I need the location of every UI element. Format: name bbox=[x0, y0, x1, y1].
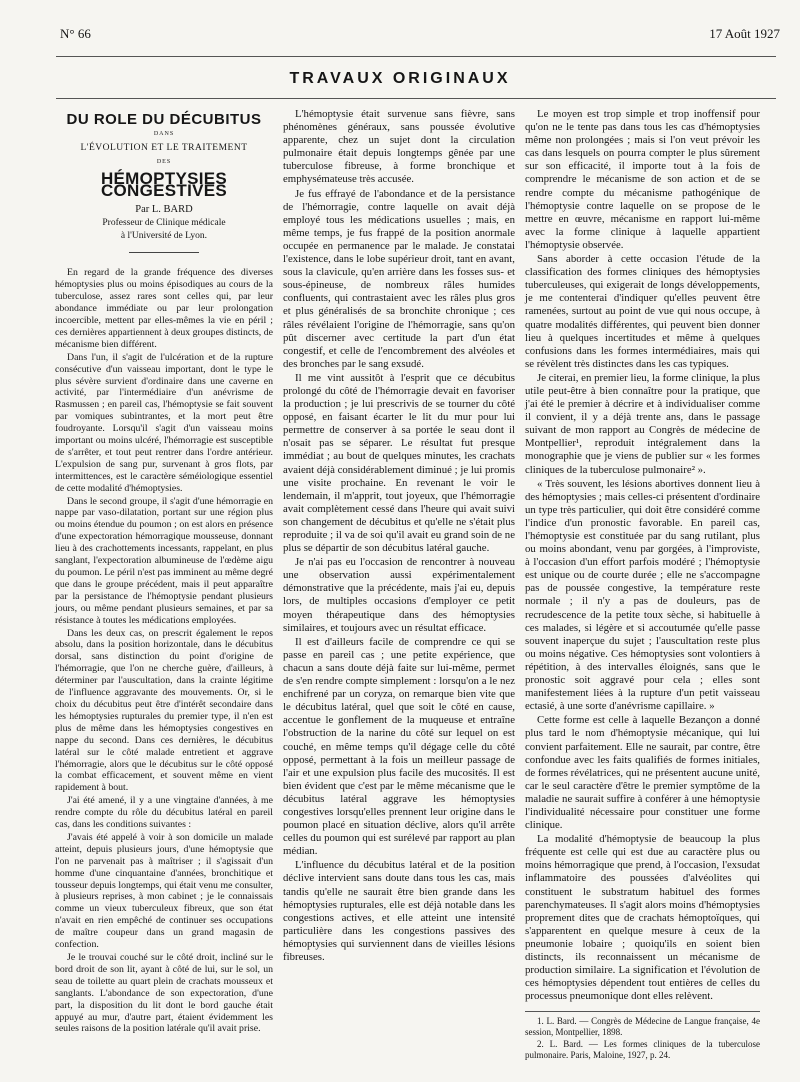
article-heading bbox=[55, 111, 273, 253]
paragraph: La modalité d'hémoptysie de beaucoup la plus fréquente est celle qui est due au caractère plus ou moins hémorragique que prend, à l'occasion, l'exsudat inflammatoire des poussées d'alvéolites qui constituent le substratum habituel des formes parenchymateuses. Il s'agit alors moins d'hémoptysies proprement dites que de crachats hémoptoïques, qui s'apparentent en quelque mesure à ceux de la pneumonie lobaire ; quoiqu'ils en soient bien distincts, ils reconnaissent un mécanisme de production similaire. La signification et l'évolution de ces hémoptysies dépendent tout entières de celles du processus pneumonique dont elles relèvent. bbox=[525, 833, 760, 1003]
paragraph: « Très souvent, les lésions abortives donnent lieu à des hémoptysies ; mais celles-ci présentent d'ordinaire un type très particulier, qui doit être considéré comme l'indice d'un pronostic favorable. En pareil cas, l'hémoptysie est constituée par du sang rutilant, plus ou moins abondant, venu par gorgées, à l'improviste, à l'occasion d'un effort parfois modéré ; l'hémoptysie est unique ou de courte durée ; elle ne s'accompagne pas de poussée congestive, la température reste normale ; il n'y a pas de douleurs, pas de recrudescence de la petite toux sèche, si habituelle à ces malades, si légère et si accoutumée qu'elle passe souvent inaperçue du sujet ; l'auscultation reste plus ou moins négative. Ces hémoptysies sont volontiers à répétition, à des intervalles éloignés, sans que le pronostic soit aggravé pour cela ; elles sont manifestement liées à la rupture d'un petit vaisseau ectasié, à une sorte d'anévrisme capillaire. » bbox=[525, 477, 760, 713]
paragraph: Il me vint aussitôt à l'esprit que ce décubitus prolongé du côté de l'hémorragie devait en favoriser la production ; je lui prescrivis de se tourner du côté opposé, en faisant écarter le lit du mur pour lui permettre de conserver à sa portée le seau dont il n'osait pas se séparer. Le résultat fut presque immédiat ; au bout de quelques minutes, les crachats avaient déjà considérablement diminué ; je lui promis une visite prochaine. En revenant le voir le lendemain, il m'apprit, tout joyeux, que l'hémorragie avait complètement cessé dans l'heure qui avait suivi son changement de décubitus et qu'elle ne s'était plus reproduite ; il va de soi qu'il avait eu grand soin de ne plus se départir de son décubitus latéral gauche. bbox=[283, 371, 515, 555]
issue-number: N° 66 bbox=[60, 26, 91, 41]
paragraph: L'influence du décubitus latéral et de la position déclive intervient sans doute dans tous les cas, mais tandis qu'elle ne saurait être bien grande dans les hémoptysies rupturales, elle est déjà notable dans les congestions actives, et elle atteint une intensité particulière dans les congestions passives des hémoptysies qui surviennent dans de vieilles lésions fibreuses. bbox=[283, 859, 515, 963]
issue-date: 17 Août 1927 bbox=[709, 26, 780, 41]
column-2 bbox=[283, 108, 515, 964]
author-affiliation-2: à l'Université de Lyon. bbox=[120, 231, 208, 242]
article-author: Par L. BARD bbox=[135, 204, 193, 216]
section-title: TRAVAUX ORIGINAUX bbox=[289, 70, 511, 87]
paragraph: Dans le second groupe, il s'agit d'une hémorragie en nappe par vaso-dilatation, portant sur une région plus ou moins étendue du poumon ; on est alors en présence d'une expectoration hémorragique mousseuse, donnant lieu à des crachottements incessants, rappelant, en plus sanglant, l'expectoration albumineuse de l'œdème aigu du poumon. Le péril n'est pas imminent au même degré que dans le groupe précédent, mais il peut apparaître par la persistance de l'hémoptysie pendant plusieurs jours, ou même pendant plusieurs semaines, et par sa résistance à toutes les médications employées. bbox=[55, 495, 273, 626]
footnotes bbox=[525, 1011, 760, 1061]
paragraph: Le moyen est trop simple et trop inoffensif pour qu'on ne le tente pas dans tous les cas d'hémoptysies même non prolongées ; mais si l'on veut prévoir les cas dans lesquels on pourra compter le plus sûrement sur son efficacité, il importe tout à la fois de comprendre le mécanisme de son action et de se rendre compte du mécanisme pathogénique de l'hémoptysie contre laquelle on se propose de le mettre en œuvre, mécanisme en rapport lui-même avec la forme clinique à laquelle appartient l'hémoptysie observée. bbox=[525, 108, 760, 251]
article-title-line-4: DES bbox=[156, 158, 172, 165]
title-separator bbox=[129, 252, 199, 253]
paragraph: Sans aborder à cette occasion l'étude de la classification des formes cliniques des hémoptysies tuberculeuses, qui exigerait de longs développements, je me contenterai d'indiquer qu'elles peuvent être ramenées, surtout au point de vue qui nous occupe, à quatre modalités différentes, qui peuvent bien donner lieu à quelques incertitudes et même à quelques confusions dans les formes intermédiaires, mais qui se révèlent très distinctes dans les cas typiques. bbox=[525, 253, 760, 370]
paragraph: L'hémoptysie était survenue sans fièvre, sans phénomènes généraux, sans poussée évolutive apparente, chez un sujet dont la circulation pulmonaire était depuis longtemps gênée par une tuberculose fibreuse, à forme bronchique et emphysémateuse très accusée. bbox=[283, 108, 515, 186]
paragraph: Il est d'ailleurs facile de comprendre ce qui se passe en pareil cas ; une petite expérience, que chacun a sans doute déjà faite sur lui-même, permet de s'en rendre compte simplement : lorsqu'on a le nez enchifrené par un coryza, on remarque bien vite que le décubitus latéral, quel que soit le côté en cause, accentue le gonflement de la muqueuse et entraîne l'obstruction de la narine du côté sur lequel on est couché, en même temps qu'il dégage celle du côté opposé, permettant à la fois un meilleur passage de l'air et une expulsion plus facile des mucosités. Il est bien évident que c'est par le même mécanisme que le décubitus latéral aggrave les hémoptysies congestives lorsqu'elles prennent leur origine dans le poumon placé en situation déclive, alors qu'il arrête celles du poumon qui est surélevé par rapport au plan médian. bbox=[283, 635, 515, 858]
paragraph: Dans les deux cas, on prescrit également le repos absolu, dans la position horizontale, dans le décubitus dorsal, sans distinction du point d'origine de l'hémorragie, que l'on ne cherche guère, d'ailleurs, à déterminer par l'auscultation, dans la crainte légitime de l'influence aggravante des mouvements. Or, si le choix du décubitus peut être d'intérêt secondaire dans les hémoptysies rupturales du premier type, il n'en est plus de même dans les hémoptysies congestives en nappe du second. Dans ces dernières, le décubitus latéral sur le côté malade entretient et aggrave l'hémorragie, alors que le décubitus sur le côté opposé la combat efficacement, et souvent même en vient rapidement à bout. bbox=[55, 627, 273, 794]
section-rule bbox=[56, 98, 776, 99]
paragraph: J'avais été appelé à voir à son domicile un malade atteint, depuis plusieurs jours, d'une hémoptysie que l'on ne parvenait pas à maîtriser ; il s'agissait d'un homme d'une cinquantaine d'années, bronchitique et tousseur depuis longtemps, qui était venu me consulter, à plusieurs reprises, à mon cabinet ; je le connaissais comme un vieux tuberculeux fibreux, que son état n'avait en rien empêché de continuer ses occupations de maître coupeur dans un grand magasin de confection. bbox=[55, 831, 273, 951]
paragraph: En regard de la grande fréquence des diverses hémoptysies plus ou moins épisodiques au cours de la tuberculose, assez rares sont celles qui, par leur abondance immédiate ou par leur prolongation incoercible, mettent par elles-mêmes la vie en péril ; ces dernières appartiennent à deux groupes distincts, de mécanisme bien différent. bbox=[55, 267, 273, 350]
paragraph: Je n'ai pas eu l'occasion de rencontrer à nouveau une observation aussi expérimentalement démonstrative que la précédente, mais j'ai eu, depuis lors, de multiples occasions d'employer ce petit moyen thérapeutique dans des hémoptysies similaires, et toujours avec un résultat efficace. bbox=[283, 556, 515, 634]
footnote: 2. L. Bard. — Les formes cliniques de la tuberculose pulmonaire. Paris, Maloine, 1927, p. 24. bbox=[525, 1039, 760, 1061]
column-3 bbox=[525, 108, 760, 1061]
header-rule bbox=[56, 56, 776, 57]
column-1 bbox=[55, 108, 273, 1035]
article-title-line-1: DU ROLE DU DÉCUBITUS bbox=[66, 111, 262, 128]
author-affiliation-1: Professeur de Clinique médicale bbox=[102, 218, 226, 229]
paragraph: Cette forme est celle à laquelle Bezançon a donné plus tard le nom d'hémoptysie mécanique, qui lui convient parfaitement. Elle ne saurait, par contre, être confondue avec les faits qualifiés de formes initiales, de formes révélatrices, qui ne présentent aucune unité, car le seul caractère d'être le premier symptôme de la maladie ne saurait suffire à conférer à une hémoptysie l'individualité nécessaire pour constituer une forme clinique. bbox=[525, 714, 760, 832]
paragraph: J'ai été amené, il y a une vingtaine d'années, à me rendre compte du rôle du décubitus latéral en pareil cas, dans les conditions suivantes : bbox=[55, 795, 273, 831]
paragraph: Je fus effrayé de l'abondance et de la persistance de l'hémorragie, contre laquelle on avait déjà employé tous les médications usuelles ; mais, en même temps, je fus frappé de la position anormale occupée en permanence par le malade. Je constatai l'existence, dans le lobe supérieur droit, tant en avant, sous la clavicule, qu'en arrière dans les fosses sus- et sous-épineuse, de nombreux râles humides confluents, qui contrastaient avec les râles plus gros et plus généralisés de sa bronchite chronique ; ces râles révélaient l'origine de l'hémorragie, sans qu'on pût discerner avec certitude la part d'un état congestif, et celle de l'encombrement des alvéoles et des bronches par le sang exsudé. bbox=[283, 187, 515, 370]
article-title-line-2: DANS bbox=[153, 130, 175, 137]
paragraph: Je le trouvai couché sur le côté droit, incliné sur le bord droit de son lit, ayant à côté de lui, sur le sol, un seau de toilette au quart plein de crachats mousseux et sanglants. L'abondance de son expectoration, d'une part, la disposition du lit dont le bord gauche était appuyé au mur, d'autre part, étaient évidemment les seules raisons de la position latérale qu'il avait prise. bbox=[55, 952, 273, 1035]
paragraph: Je citerai, en premier lieu, la forme clinique, la plus utile peut-être à bien connaître pour la pratique, que j'ai été le premier à décrire et à individualiser comme il convient, il y a déjà trente ans, dans le passage suivant de mon rapport au Congrès de médecine de Montpellier¹, reproduit intégralement dans la monographie que je viens de publier sur « les formes cliniques de la tuberculose pulmonaire² ». bbox=[525, 371, 760, 476]
footnote: 1. L. Bard. — Congrès de Médecine de Langue française, 4e session, Montpellier, 1898. bbox=[525, 1016, 760, 1038]
article-title-line-3: L'ÉVOLUTION ET LE TRAITEMENT bbox=[80, 142, 248, 153]
paragraph: Dans l'un, il s'agit de l'ulcération et de la rupture consécutive d'un vaisseau important, dont le type le plus sévère survient d'ordinaire dans une caverne en activité, par l'intermédiaire d'un anévrisme de Rasmussen ; en pareil cas, l'hémoptysie se fait souvent par vomiques subintrantes, et la mort peut être foudroyante. Lorsqu'il s'agit d'un vaisseau moins important ou moins ulcéré, l'hémorragie est susceptible de s'arrêter, et tout peut rentrer dans l'ordre antérieur. L'expulsion de sang pur, survenant à gros flots, par intermittences, est le caractère séméiologique essentiel de cette modalité d'hémoptysies. bbox=[55, 351, 273, 494]
article-title-line-5: HÉMOPTYSIES CONGESTIVES bbox=[100, 168, 228, 200]
